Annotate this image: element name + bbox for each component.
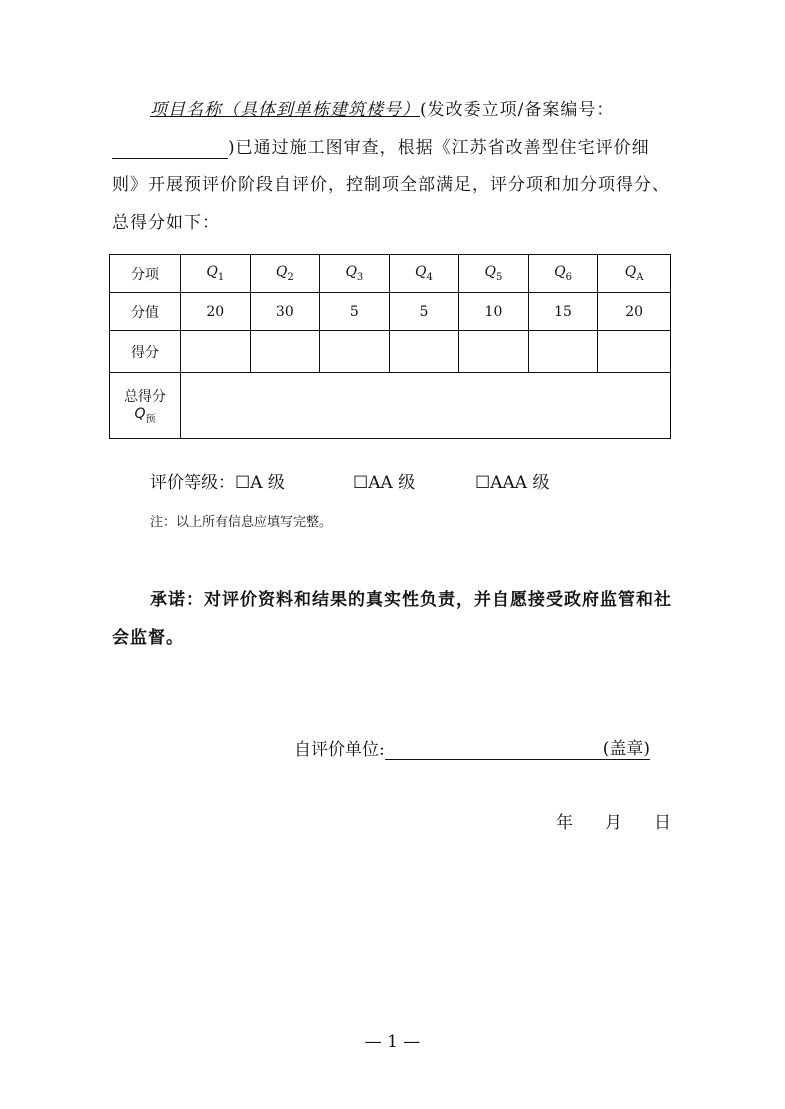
value-q4: 5 [389,293,459,331]
grade-option-a[interactable]: ☐A 级 [235,473,285,493]
item-q6: $Q_6$ [528,255,598,293]
intro-paragraph [112,92,672,242]
value-q5: 10 [459,293,529,331]
signature-row [294,734,650,760]
table-row-scores [110,331,671,373]
total-score-cell[interactable] [181,373,671,439]
row-label-score: 得分 [110,331,181,373]
score-cell-q2[interactable] [250,331,320,373]
promise-text: 承诺：对评价资料和结果的真实性负责，并自愿接受政府监管和社会监督。 [112,590,672,648]
note-text: 注：以上所有信息应填写完整。 [150,515,333,530]
date-month: 月 [605,813,622,833]
date-row [556,808,671,833]
date-day: 日 [654,813,671,833]
grade-label: 评价等级： [150,473,235,493]
table-row-items [110,255,671,293]
score-cell-q6[interactable] [528,331,598,373]
score-cell-q3[interactable] [320,331,390,373]
table-row-total [110,373,671,439]
grade-option-aa[interactable]: ☐AA 级 [353,473,416,493]
project-name-placeholder: 项目名称（具体到单栋建筑楼号） [150,100,420,120]
score-cell-q5[interactable] [459,331,529,373]
intro-text-2: )已通过施工图审查，根据《江苏省改善型住宅评价细则》开展预评价阶段自评价，控制项全部满足，评分项和加分项得分、总得分如下： [112,137,670,233]
row-label-item: 分项 [110,255,181,293]
page-number: — 1 — [364,1032,421,1052]
value-q6: 15 [528,293,598,331]
score-cell-q4[interactable] [389,331,459,373]
seal-label: (盖章) [603,734,650,760]
table-row-values [110,293,671,331]
score-cell-qa[interactable] [598,331,671,373]
value-q3: 5 [320,293,390,331]
item-q2: $Q_2$ [250,255,320,293]
value-qa: 20 [598,293,671,331]
filing-number-blank[interactable] [112,138,228,159]
sign-label: 自评价单位: [294,740,385,760]
grade-option-aaa[interactable]: ☐AAA 级 [475,473,550,493]
item-q5: $Q_5$ [459,255,529,293]
item-q4: $Q_4$ [389,255,459,293]
signature-blank[interactable] [385,739,603,760]
intro-text-1: (发改委立项/备案编号： [420,100,615,120]
item-qa: $Q_A$ [598,255,671,293]
grade-row [150,468,549,493]
row-label-total: 总得分 $Q_预$ [110,373,181,439]
value-q2: 30 [250,293,320,331]
value-q1: 20 [181,293,251,331]
item-q3: $Q_3$ [320,255,390,293]
item-q1: $Q_1$ [181,255,251,293]
score-table [109,254,671,439]
date-year: 年 [556,813,573,833]
row-label-value: 分值 [110,293,181,331]
score-cell-q1[interactable] [181,331,251,373]
